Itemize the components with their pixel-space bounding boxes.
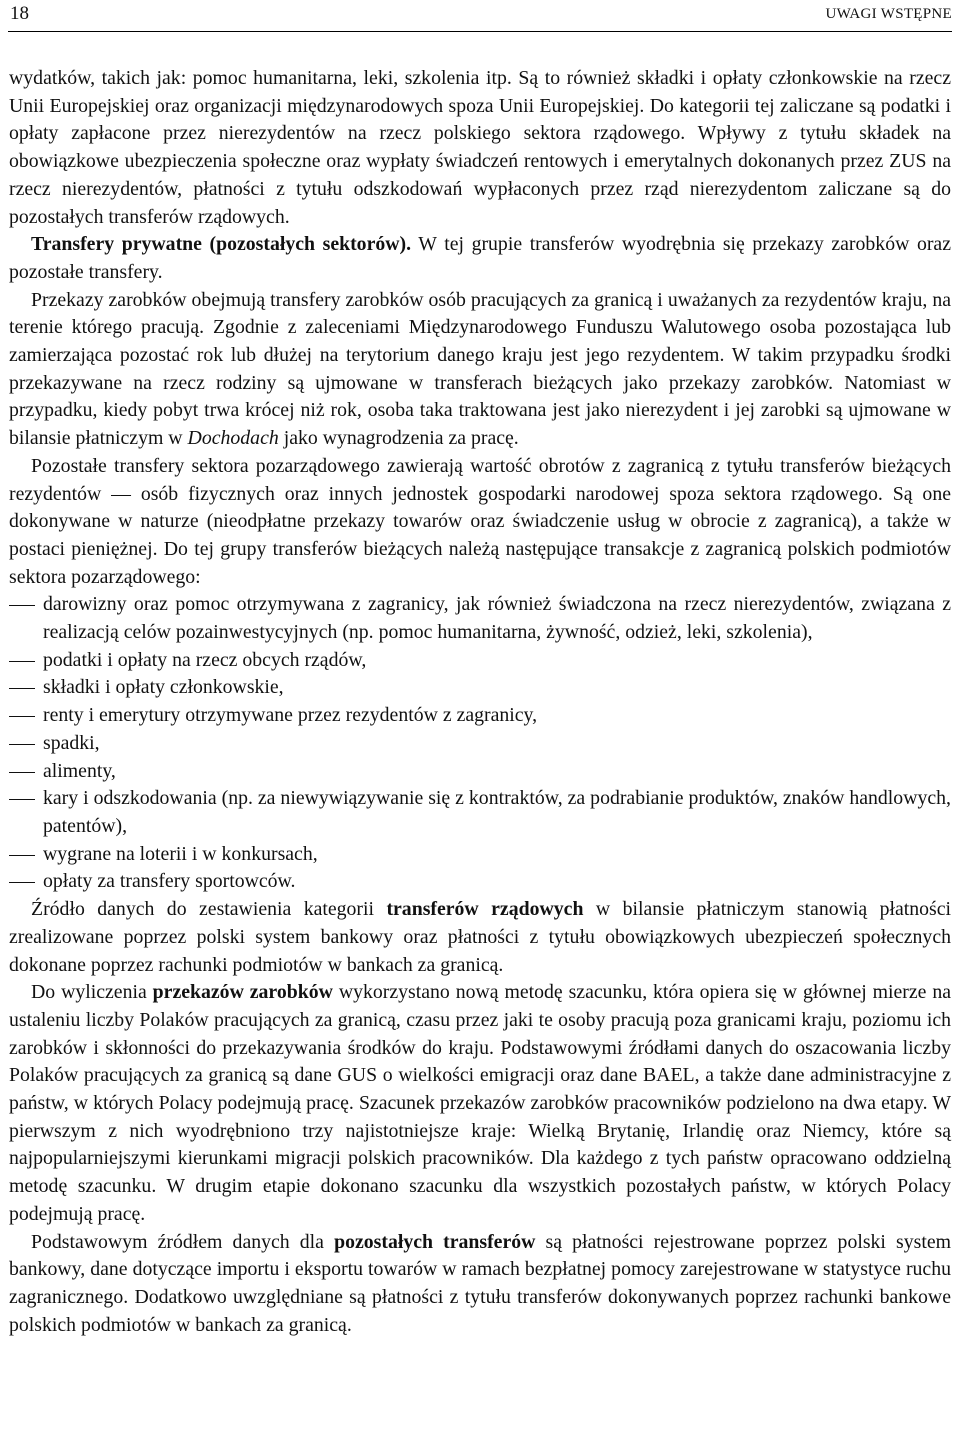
list-item: składki i opłaty członkowskie, [9, 674, 951, 702]
paragraph-data-sources-government: Źródło danych do zestawienia kategorii transferów rządowych w bilansie płatniczym stanowią płatności zrealizowane poprzez polski system bankowy oraz płatności z tytułu obowiązkowych ubezpieczeń społecznych dokonane poprzez rachunki podmiotów w bankach za granicą. [9, 898, 951, 976]
heading-private-transfers: Transfery prywatne (pozostałych sektorów). [31, 233, 412, 256]
list-item: renty i emerytury otrzymywane przez rezydentów z zagranicy, [9, 702, 951, 730]
italic-term: Dochodach [187, 427, 279, 450]
page-body [9, 65, 951, 1339]
list-item: alimenty, [9, 758, 951, 786]
paragraph-private-transfers: Transfery prywatne (pozostałych sektorów). W tej grupie transferów wyodrębnia się przekazy zarobków oraz pozostałe transfery. [9, 233, 951, 283]
list-item: kary i odszkodowania (np. za niewywiązywanie się z kontraktów, za podrabianie produktów, znaków handlowych, patentów), [9, 785, 951, 840]
list-item: darowizny oraz pomoc otrzymywana z zagranicy, jak również świadczona na rzecz nierezydentów, związana z realizacją celów pozainwestycyjnych (np. pomoc humanitarna, żywność, odzież, leki, szkolenia), [9, 591, 951, 646]
paragraph-remittance-estimation: Do wyliczenia przekazów zarobków wykorzystano nową metodę szacunku, która opiera się w głównej mierze na ustaleniu liczby Polaków pracujących za granicą, czasu przez jaki te osoby pracują poza granicami kraju, poziomu ich zarobków i skłonności do przekazywania środków do kraju. Podstawowymi źródłami danych do oszacowania liczby Polaków pracujących za granicą są dane GUS o wielkości emigracji oraz dane BAEL, a także dane administracyjne z państw, w których Polacy podejmują pracę. Szacunek przekazów zarobków pracowników podzielono na dwa etapy. W pierwszym z nich wyodrębniono trzy najistotniejsze kraje: Wielką Brytanię, Irlandię oraz Niemcy, które są najpopularniejszymi kierunkami migracji polskich pracowników. Dla każdego z tych państw opracowano oddzielną metodę szacunku. W drugim etapie dokonano szacunku dla wszystkich pozostałych państw, w których Polacy podejmują pracę. [9, 981, 952, 1225]
paragraph-other-transfers: Pozostałe transfery sektora pozarządowego zawierają wartość obrotów z zagranicą z tytułu transferów bieżących rezydentów — osób fizycznych oraz innych jednostek gospodarki narodowej spoza sektora rządowego. Są one dokonywane w naturze (nieodpłatne przekazy towarów oraz świadczenie usług w obrocie z zagranicą), a także w postaci pieniężnej. Do tej grupy transferów bieżących należą następujące transakcje z zagranicą polskich podmiotów sektora pozarządowego: [9, 454, 951, 588]
list-item: spadki, [9, 730, 951, 758]
list-item: wygrane na loterii i w konkursach, [9, 841, 951, 869]
section-title: UWAGI WSTĘPNE [825, 6, 952, 22]
list-item: opłaty za transfery sportowców. [9, 868, 951, 896]
transaction-list [9, 591, 951, 896]
paragraph-government-transfers: wydatków, takich jak: pomoc humanitarna, leki, szkolenia itp. Są to również składki i opłaty członkowskie na rzecz Unii Europejskiej oraz organizacji międzynarodowych spoza Unii Europejskiej. Do kategorii tej zaliczane są podatki i opłaty zapłacone przez nierezydentów na rzecz polskiego sektora rządowego. Wpływy z tytułu składek na obowiązkowe ubezpieczenia społeczne oraz wypłaty świadczeń rentowych i emerytalnych dokonanych przez ZUS na rzecz nierezydentów, płatności z tytułu odszkodowań wypłaconych przez rząd nierezydentom zaliczane są do pozostałych transferów rządowych. [9, 67, 951, 228]
page-number: 18 [10, 3, 29, 24]
paragraph-remittances: Przekazy zarobków obejmują transfery zarobków osób pracujących za granicą i uważanych za rezydentów kraju, na terenie którego pracują. Zgodnie z zaleceniami Międzynarodowego Funduszu Walutowego osoba pozostająca lub zamierzająca pozostać rok lub dłużej na terytorium danego kraju jest jego rezydentem. W takim przypadku środki przekazywane na rzecz rodziny są ujmowane w transferach bieżących jako przekazy zarobków. Natomiast w przypadku, kiedy pobyt trwa krócej niż rok, osoba taka traktowana jest jako nierezydent i jej zarobki są ujmowane w bilansie płatniczym w Dochodach jako wynagrodzenia za pracę. [9, 288, 951, 450]
page-header [8, 0, 952, 32]
paragraph-data-sources-other: Podstawowym źródłem danych dla pozostałych transferów są płatności rejestrowane poprzez polski system bankowy, dane dotyczące importu i eksportu towarów w ramach bezpłatnej pomocy zarejestrowane w statystyce ruchu zagranicznego. Dodatkowo uwzględniane są płatności z tytułu transferów dokonywanych poprzez rachunki bankowe polskich podmiotów w bankach za granicą. [9, 1230, 951, 1336]
list-item: podatki i opłaty na rzecz obcych rządów, [9, 647, 951, 675]
